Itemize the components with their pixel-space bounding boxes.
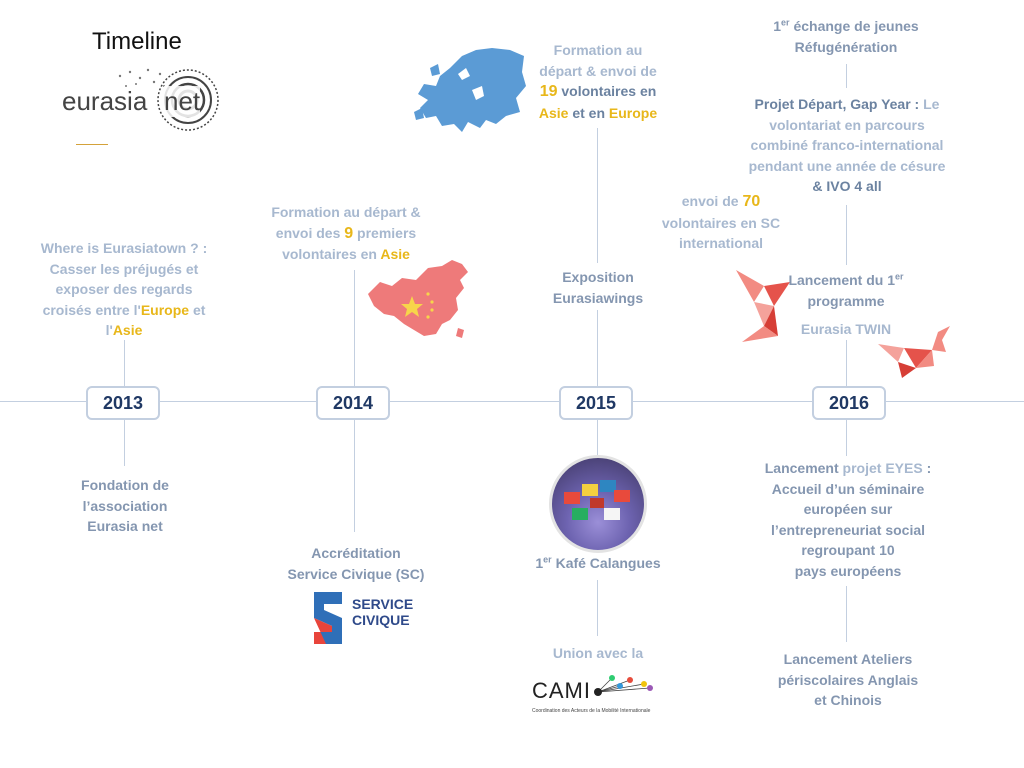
- cami-wordmark: CAMI: [532, 678, 591, 703]
- year-box-2016: 2016: [812, 386, 886, 420]
- text-2015-kafe: 1er Kafé Calangues: [535, 554, 661, 571]
- cami-subtitle: Coordination des Acteurs de la Mobilité Internationale: [532, 708, 651, 714]
- text-2016-ateliers: Lancement Ateliers périscolaires Anglais et Chinois: [777, 651, 919, 708]
- connector-2013-top: [124, 340, 125, 386]
- flags-photo: [549, 455, 647, 553]
- china-map-icon: [366, 258, 472, 340]
- connector-2016-top3: [846, 340, 847, 386]
- service-civique-wordmark: SERVICE CIVIQUE: [352, 596, 414, 628]
- year-box-2015: 2015: [559, 386, 633, 420]
- logo-text-net: net: [164, 86, 201, 116]
- text-2016-twin: Lancement du 1er programme Eurasia TWIN: [788, 271, 904, 337]
- logo-text-eurasia: eurasia: [62, 86, 148, 116]
- text-2016-depart: Projet Départ, Gap Year : Le volontariat en parcours combiné franco-international pendant une année de césure & IVO 4 all: [748, 96, 946, 194]
- year-box-2013: 2013: [86, 386, 160, 420]
- text-2016-eyes: Lancement projet EYES : Accueil d’un séminaire européen sur l’entrepreneuriat social regroupant 10 pays européens: [764, 460, 932, 579]
- service-civique-s-icon: [308, 588, 348, 648]
- text-2015-union: Union avec la: [552, 645, 644, 661]
- logo-underline: [76, 144, 108, 145]
- cami-logo: [532, 672, 672, 722]
- text-2013-eurasiatown: Where is Eurasiatown ? : Casser les préjugés et exposer des regards croisés entre l'Europe et l'Asie: [40, 240, 208, 338]
- text-2014-formation: Formation au départ & envoi des 9 premiers volontaires en Asie: [271, 204, 421, 262]
- eurasia-net-logo: [60, 64, 240, 144]
- connector-2015-top2: [597, 310, 598, 386]
- text-2015-formation: Formation au départ & envoi de 19 volontaires en Asie et en Europe: [538, 42, 658, 121]
- connector-2015-bottom1: [597, 420, 598, 460]
- connector-2016-bottom2: [846, 586, 847, 642]
- page-title: Timeline: [92, 28, 182, 55]
- text-2016-exchange: 1er échange de jeunes Réfugénération: [773, 17, 919, 55]
- service-civique-logo: [308, 588, 420, 648]
- connector-2016-bottom1: [846, 420, 847, 456]
- connector-2014-bottom: [354, 420, 355, 532]
- connector-2015-bottom2: [597, 580, 598, 636]
- text-2015-exposition: Exposition Eurasiawings: [552, 269, 644, 306]
- connector-2016-top1: [846, 64, 847, 88]
- connector-2014-top: [354, 270, 355, 386]
- text-2014-accreditation: Accréditation Service Civique (SC): [287, 545, 425, 582]
- year-box-2014: 2014: [316, 386, 390, 420]
- connector-2015-top1: [597, 128, 598, 263]
- text-2013-fondation: Fondation de l’association Eurasia net: [81, 477, 169, 534]
- connector-2016-top2: [846, 205, 847, 265]
- cami-network-icon: [590, 672, 670, 702]
- connector-2013-bottom: [124, 420, 125, 466]
- flags-icon: [552, 458, 644, 550]
- text-2016-envoi: envoi de 70 volontaires en SC international: [661, 193, 781, 251]
- origami-whale-icon: [876, 322, 952, 380]
